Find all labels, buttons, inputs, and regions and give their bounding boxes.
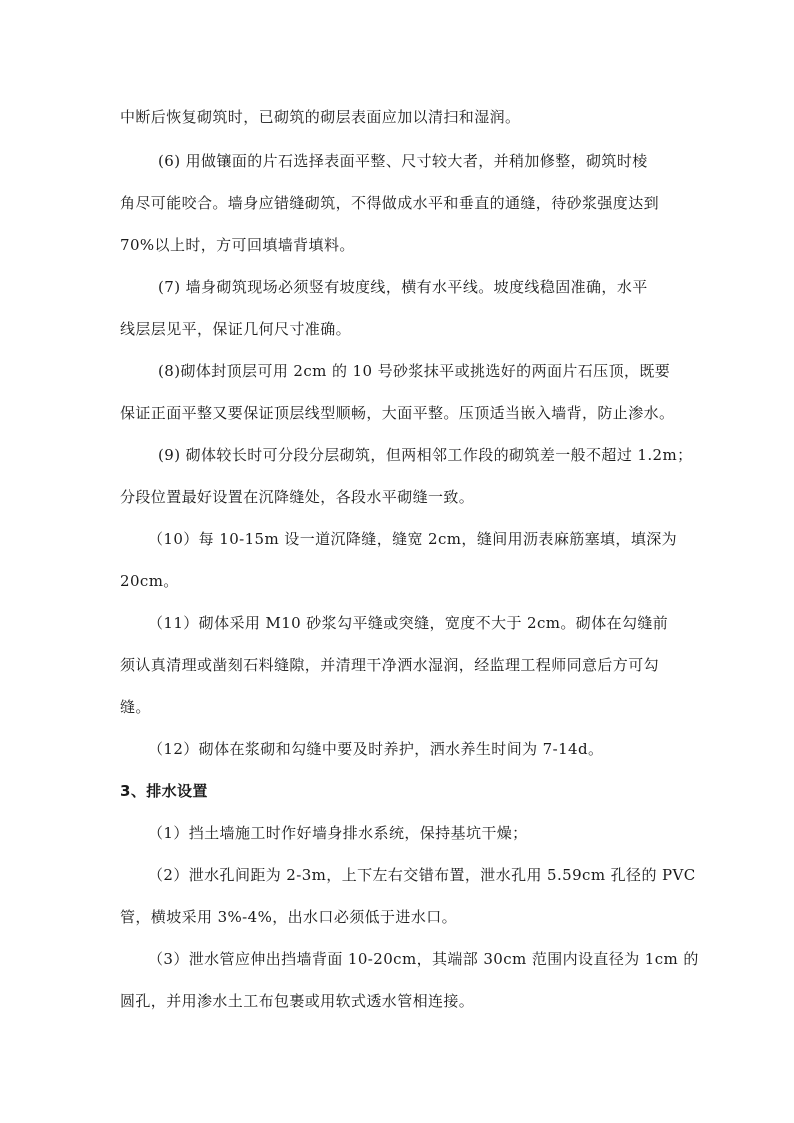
paragraph-line: 线层层见平，保证几何尺寸准确。 xyxy=(120,320,352,338)
section-heading: 3、排水设置 xyxy=(120,782,208,800)
paragraph-line: 分段位置最好设置在沉降缝处，各段水平砌缝一致。 xyxy=(120,488,475,506)
paragraph-line: (9) 砌体较长时可分段分层砌筑，但两相邻工作段的砌筑差一般不超过 1.2m； xyxy=(158,446,693,464)
paragraph-line: (7) 墙身砌筑现场必须竖有坡度线，横有水平线。坡度线稳固准确，水平 xyxy=(158,278,648,296)
paragraph-line: （10）每 10-15m 设一道沉降缝，缝宽 2cm，缝间用沥表麻筋塞填，填深为 xyxy=(148,530,678,548)
paragraph-line: （3）泄水管应伸出挡墙背面 10-20cm，其端部 30cm 范围内设直径为 1cm 的 xyxy=(148,950,699,968)
paragraph-line: 保证正面平整又要保证顶层线型顺畅，大面平整。压顶适当嵌入墙背，防止渗水。 xyxy=(120,404,675,422)
paragraph-line: 70%以上时，方可回填墙背填料。 xyxy=(120,236,355,254)
paragraph-line: (8)砌体封顶层可用 2cm 的 10 号砂浆抹平或挑选好的两面片石压顶，既要 xyxy=(158,362,671,380)
paragraph-line: 角尽可能咬合。墙身应错缝砌筑，不得做成水平和垂直的通缝，待砂浆强度达到 xyxy=(120,194,660,212)
paragraph-line: (6) 用做镶面的片石选择表面平整、尺寸较大者，并稍加修整，砌筑时棱 xyxy=(158,152,648,170)
paragraph-line: 20cm。 xyxy=(120,572,179,590)
paragraph-line: （12）砌体在浆砌和勾缝中要及时养护，洒水养生时间为 7-14d。 xyxy=(148,740,604,758)
paragraph-line: （11）砌体采用 M10 砂浆勾平缝或突缝，宽度不大于 2cm。砌体在勾缝前 xyxy=(148,614,669,632)
paragraph-line: （1）挡土墙施工时作好墙身排水系统，保持基坑干燥； xyxy=(148,824,528,842)
paragraph-line: 缝。 xyxy=(120,698,151,716)
paragraph-line: （2）泄水孔间距为 2-3m，上下左右交错布置，泄水孔用 5.59cm 孔径的 PVC xyxy=(148,866,696,884)
paragraph-line: 管，横坡采用 3%-4%，出水口必须低于进水口。 xyxy=(120,908,458,926)
paragraph-line: 须认真清理或凿刻石料缝隙，并清理干净洒水湿润，经监理工程师同意后方可勾 xyxy=(120,656,660,674)
paragraph-line: 圆孔，并用渗水土工布包裹或用软式透水管相连接。 xyxy=(120,992,475,1010)
paragraph-line: 中断后恢复砌筑时，已砌筑的砌层表面应加以清扫和湿润。 xyxy=(120,108,521,126)
